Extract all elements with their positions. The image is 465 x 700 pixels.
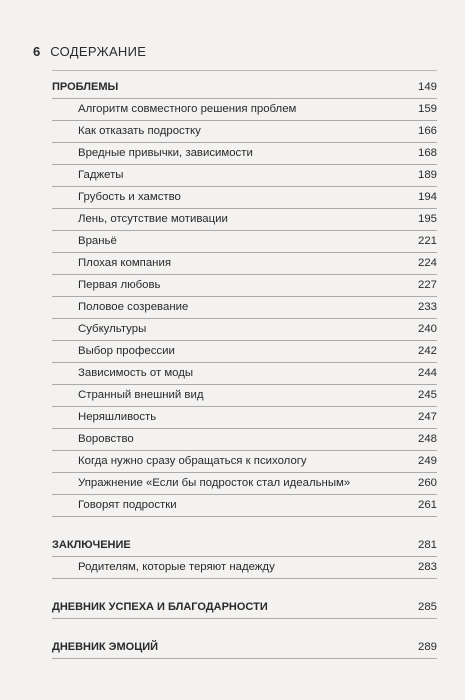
entry-title: ЗАКЛЮЧЕНИЕ <box>52 539 131 551</box>
entry-page-number: 244 <box>417 367 437 379</box>
entry-page-number: 248 <box>417 433 437 445</box>
toc-entry <box>52 319 437 341</box>
entry-page-number: 260 <box>417 477 437 489</box>
entry-page-number: 227 <box>417 279 437 291</box>
entry-page-number: 247 <box>417 411 437 423</box>
entry-title: Говорят подростки <box>78 499 177 511</box>
entry-page-number: 166 <box>417 125 437 137</box>
toc-entry <box>52 407 437 429</box>
page-number: 6 <box>33 44 41 59</box>
entry-title: ПРОБЛЕМЫ <box>52 81 119 93</box>
entry-title: ДНЕВНИК УСПЕХА И БЛАГОДАРНОСТИ <box>52 601 268 613</box>
entry-page-number: 261 <box>417 499 437 511</box>
entry-page-number: 289 <box>417 641 437 653</box>
page-title: СОДЕРЖАНИЕ <box>50 44 147 59</box>
header-divider <box>52 70 437 71</box>
toc-section <box>52 597 437 619</box>
entry-title: Как отказать подростку <box>78 125 201 137</box>
entry-page-number: 195 <box>417 213 437 225</box>
entry-title: Враньё <box>78 235 117 247</box>
toc-entry <box>52 495 437 517</box>
entry-page-number: 159 <box>417 103 437 115</box>
entry-title: Субкультуры <box>78 323 147 335</box>
entry-title: Зависимость от моды <box>78 367 194 379</box>
toc-entry <box>52 165 437 187</box>
toc-section <box>52 637 437 659</box>
toc-entry <box>52 143 437 165</box>
section-gap <box>52 619 437 637</box>
entry-page-number: 249 <box>417 455 437 467</box>
entry-title: Алгоритм совместного решения проблем <box>78 103 297 115</box>
entry-page-number: 240 <box>417 323 437 335</box>
entry-title: Вредные привычки, зависимости <box>78 147 253 159</box>
entry-title: Плохая компания <box>78 257 172 269</box>
entry-page-number: 281 <box>417 539 437 551</box>
entry-title: Первая любовь <box>78 279 161 291</box>
toc-entry <box>52 209 437 231</box>
entry-title: Выбор профессии <box>78 345 175 357</box>
entry-title: Родителям, которые теряют надежду <box>78 561 275 573</box>
toc-section <box>52 77 437 99</box>
entry-page-number: 221 <box>417 235 437 247</box>
section-gap <box>52 517 437 535</box>
entry-title: ДНЕВНИК ЭМОЦИЙ <box>52 641 159 653</box>
toc-entry <box>52 231 437 253</box>
toc-entry <box>52 275 437 297</box>
entry-title: Странный внешний вид <box>78 389 204 401</box>
toc-entry <box>52 385 437 407</box>
entry-page-number: 233 <box>417 301 437 313</box>
section-gap <box>52 579 437 597</box>
toc-entry <box>52 253 437 275</box>
entry-page-number: 224 <box>417 257 437 269</box>
entry-title: Упражнение «Если бы подросток стал идеальным» <box>78 477 351 489</box>
toc-entry <box>52 121 437 143</box>
entry-title: Воровство <box>78 433 134 445</box>
entry-title: Половое созревание <box>78 301 189 313</box>
toc-entry <box>52 473 437 495</box>
toc-section <box>52 535 437 557</box>
entry-page-number: 242 <box>417 345 437 357</box>
toc-entry <box>52 363 437 385</box>
toc-entry <box>52 557 437 579</box>
toc-entry <box>52 99 437 121</box>
table-of-contents <box>52 77 437 659</box>
entry-title: Грубость и хамство <box>78 191 181 203</box>
entry-page-number: 149 <box>417 81 437 93</box>
entry-page-number: 189 <box>417 169 437 181</box>
entry-title: Лень, отсутствие мотивации <box>78 213 228 225</box>
toc-entry <box>52 187 437 209</box>
page-header <box>33 44 146 59</box>
entry-page-number: 283 <box>417 561 437 573</box>
entry-title: Когда нужно сразу обращаться к психологу <box>78 455 307 467</box>
entry-page-number: 168 <box>417 147 437 159</box>
toc-entry <box>52 297 437 319</box>
toc-entry <box>52 341 437 363</box>
entry-page-number: 194 <box>417 191 437 203</box>
toc-entry <box>52 429 437 451</box>
toc-entry <box>52 451 437 473</box>
entry-title: Гаджеты <box>78 169 124 181</box>
entry-page-number: 285 <box>417 601 437 613</box>
entry-title: Неряшливость <box>78 411 157 423</box>
entry-page-number: 245 <box>417 389 437 401</box>
